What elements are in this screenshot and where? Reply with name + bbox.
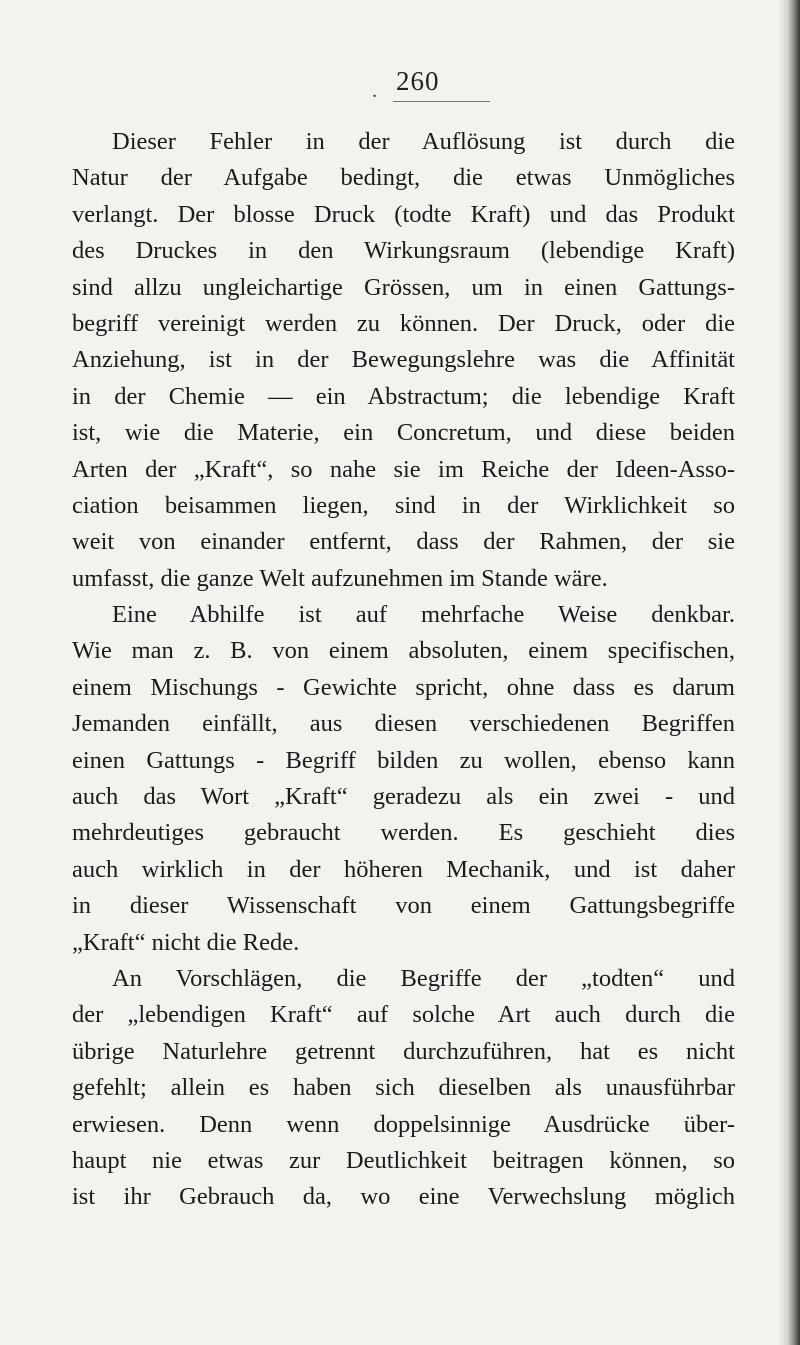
text-line: mehrdeutiges gebraucht werden. Es geschieht dies [72,819,735,847]
text-line: „Kraft“ nicht die Rede. [72,928,300,956]
text-line: auch das Wort „Kraft“ geradezu als ein zwei - und [72,783,735,811]
text-line: Anziehung, ist in der Bewegungslehre was die Affinität [72,346,735,374]
text-line: Jemanden einfällt, aus diesen verschiedenen Begriffen [72,710,735,738]
stray-mark: . [372,80,377,102]
text-line: in der Chemie — ein Abstractum; die lebendige Kraft [72,382,735,410]
book-spine-shadow [778,0,800,1345]
body-text [72,124,735,1216]
text-line: Arten der „Kraft“, so nahe sie im Reiche der Ideen-Asso- [72,455,735,483]
header-rule [393,101,490,102]
text-line: umfasst, die ganze Welt aufzunehmen im Stande wäre. [72,564,608,592]
text-line: sind allzu ungleichartige Grössen, um in einen Gattungs- [72,273,735,301]
text-line: erwiesen. Denn wenn doppelsinnige Ausdrücke über- [72,1110,735,1138]
text-line: verlangt. Der blosse Druck (todte Kraft) und das Produkt [72,200,735,228]
text-line: einem Mischungs - Gewichte spricht, ohne dass es darum [72,673,735,701]
text-line: ist, wie die Materie, ein Concretum, und diese beiden [72,419,735,447]
text-line: Natur der Aufgabe bedingt, die etwas Unmögliches [72,164,735,192]
text-line: des Druckes in den Wirkungsraum (lebendige Kraft) [72,237,735,265]
text-line: An Vorschlägen, die Begriffe der „todten“ und [112,964,735,992]
text-line: Wie man z. B. von einem absoluten, einem specifischen, [72,637,735,665]
text-line: begriff vereinigt werden zu können. Der Druck, oder die [72,309,735,337]
text-line: gefehlt; allein es haben sich dieselben als unausführbar [72,1074,735,1102]
text-line: haupt nie etwas zur Deutlichkeit beitragen können, so [72,1146,735,1174]
text-line: der „lebendigen Kraft“ auf solche Art auch durch die [72,1001,735,1029]
page-number: 260 [396,66,440,96]
text-line: übrige Naturlehre getrennt durchzuführen, hat es nicht [72,1037,735,1065]
text-line: ciation beisammen liegen, sind in der Wirklichkeit so [72,491,735,519]
text-line: weit von einander entfernt, dass der Rahmen, der sie [72,528,735,556]
text-line: einen Gattungs - Begriff bilden zu wollen, ebenso kann [72,746,735,774]
text-line: Dieser Fehler in der Auflösung ist durch die [112,128,735,155]
text-line: Eine Abhilfe ist auf mehrfache Weise denkbar. [112,601,735,629]
text-line: ist ihr Gebrauch da, wo eine Verwechslung möglich [72,1183,735,1211]
text-line: in dieser Wissenschaft von einem Gattungsbegriffe [72,892,735,920]
text-line: auch wirklich in der höheren Mechanik, und ist daher [72,855,735,883]
